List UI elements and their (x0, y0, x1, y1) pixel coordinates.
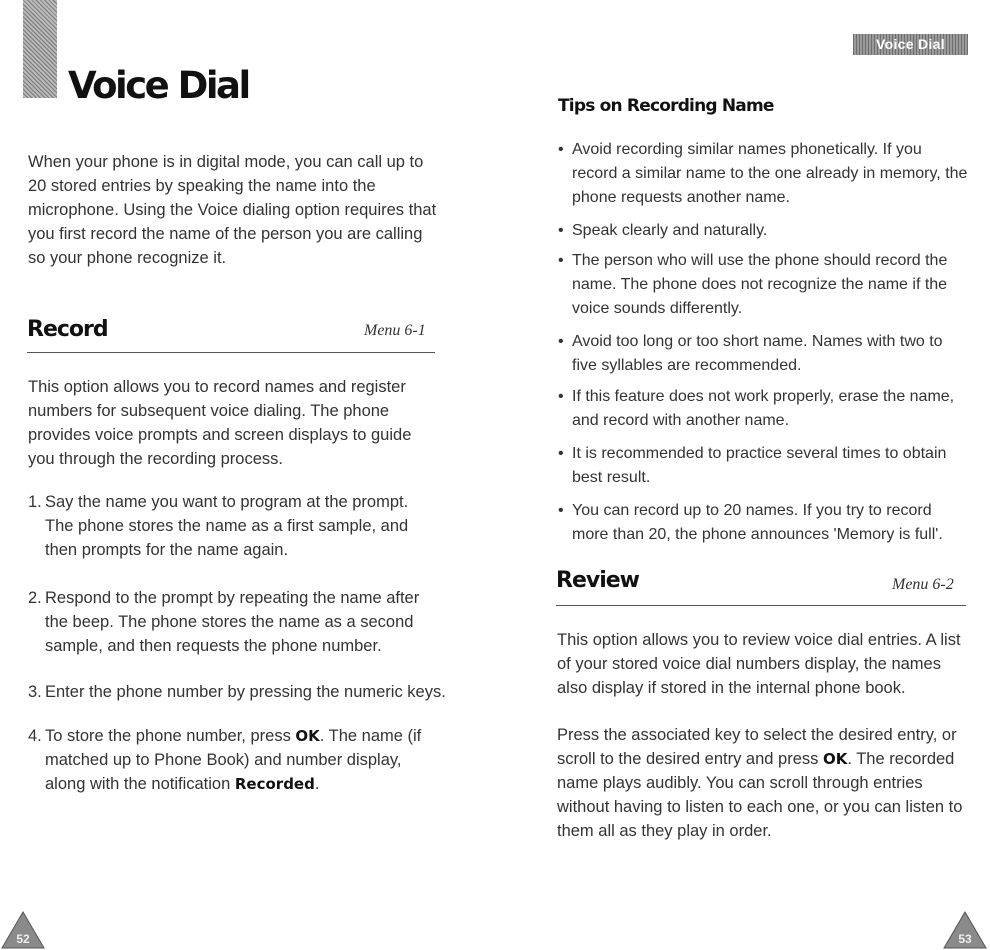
step-number: 1. (28, 493, 42, 511)
tip-bullet-7: • You can record up to 20 names. If you try to record more than 20, the phone announces 'Memory is full'. (558, 499, 968, 547)
bullet-dot-icon: • (558, 141, 564, 158)
ok-key-label: OK (295, 727, 320, 745)
bullet-dot-icon: • (558, 502, 564, 519)
tip-bullet-3: • The person who will use the phone should record the name. The phone does not recognize the name if the voice sounds differently. (558, 249, 968, 321)
step-number: 2. (28, 589, 42, 607)
record-description: This option allows you to record names and register numbers for subsequent voice dialing. The phone provides voice prompts and screen displays to guide you through the recording process. (28, 378, 412, 468)
recorded-notification-label: Recorded (234, 775, 315, 793)
review-paragraph-1: This option allows you to review voice dial entries. A list of your stored voice dial numbers display, the names also display if stored in the internal phone book. (557, 631, 961, 697)
bullet-dot-icon: • (558, 252, 564, 269)
record-step-1 (28, 490, 438, 562)
right-page-number: 53 (942, 910, 988, 950)
step-number: 4. (28, 727, 42, 745)
tip-bullet-5: • If this feature does not work properly, erase the name, and record with another name. (558, 385, 968, 433)
review-section-title: Review (556, 568, 639, 593)
review-divider (556, 605, 966, 606)
record-section-title: Record (27, 317, 108, 342)
bullet-dot-icon: • (558, 333, 564, 350)
bullet-dot-icon: • (558, 445, 564, 462)
tip-bullet-6: • It is recommended to practice several times to obtain best result. (558, 442, 968, 490)
header-badge: Voice Dial (853, 34, 968, 55)
step-text: Respond to the prompt by repeating the name after the beep. The phone stores the name as a second sample, and then requests the phone number. (45, 589, 420, 655)
tip-bullet-2: • Speak clearly and naturally. (558, 219, 968, 243)
tip-bullet-1: • Avoid recording similar names phonetically. If you record a similar name to the one already in memory, the phone requests another name. (558, 138, 968, 210)
record-step-3 (28, 680, 448, 704)
intro-paragraph: When your phone is in digital mode, you can call up to 20 stored entries by speaking the name into the microphone. Using the Voice dialing option requires that you first record the name of the person you are calling so your phone recognize it. (28, 153, 437, 267)
step-text: Say the name you want to program at the prompt. The phone stores the name as a first sample, and then prompts for the name again. (45, 493, 409, 559)
step-number: 3. (28, 683, 42, 701)
bullet-dot-icon: • (558, 388, 564, 405)
record-divider (27, 352, 435, 353)
step-text: To store the phone number, press OK. The name (if matched up to Phone Book) and number display, along with the notification Recorded. (45, 727, 422, 793)
tips-section-title: Tips on Recording Name (558, 96, 774, 116)
bullet-dot-icon: • (558, 222, 564, 239)
chapter-title: Voice Dial (68, 64, 249, 107)
record-menu-ref: Menu 6-1 (364, 322, 426, 339)
review-menu-ref: Menu 6-2 (892, 576, 954, 593)
step-text: Enter the phone number by pressing the numeric keys. (45, 683, 446, 701)
left-page-number: 52 (0, 910, 46, 950)
ok-key-label: OK (822, 750, 848, 768)
chapter-tab-marker (23, 0, 57, 98)
record-step-2 (28, 586, 438, 658)
record-step-4 (28, 724, 438, 796)
tip-bullet-4: • Avoid too long or too short name. Names with two to five syllables are recommended. (558, 330, 968, 378)
review-paragraph-2: Press the associated key to select the desired entry, or scroll to the desired entry and press OK. The recorded name plays audibly. You can scroll through entries without having to listen to each one, or you can listen to them all as they play in order. (557, 726, 963, 840)
